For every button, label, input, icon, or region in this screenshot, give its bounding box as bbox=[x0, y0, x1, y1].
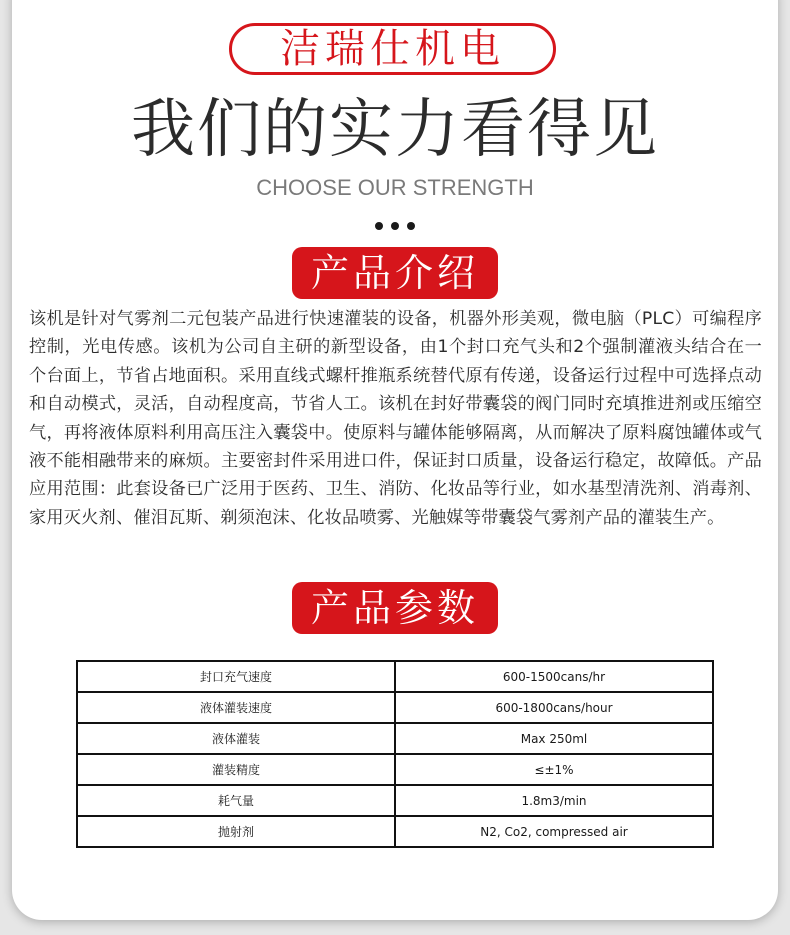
section-title-params-text: 产品参数 bbox=[310, 586, 479, 630]
page-subheadline: CHOOSE OUR STRENGTH bbox=[256, 175, 534, 200]
spec-value: 600-1800cans/hour bbox=[395, 692, 713, 723]
spec-value: ≤±1% bbox=[395, 754, 713, 785]
dots-divider bbox=[0, 222, 790, 230]
table-row bbox=[77, 754, 713, 785]
divider-dot bbox=[391, 222, 399, 230]
table-row bbox=[77, 692, 713, 723]
table-row bbox=[77, 723, 713, 754]
spec-label: 耗气量 bbox=[77, 785, 395, 816]
table-row bbox=[77, 661, 713, 692]
table-row bbox=[77, 816, 713, 847]
divider-dot bbox=[407, 222, 415, 230]
brand-badge bbox=[229, 23, 556, 75]
spec-value: 600-1500cans/hr bbox=[395, 661, 713, 692]
section-title-params bbox=[292, 582, 498, 634]
spec-label: 液体灌装速度 bbox=[77, 692, 395, 723]
spec-label: 封口充气速度 bbox=[77, 661, 395, 692]
divider-dot bbox=[375, 222, 383, 230]
spec-label: 抛射剂 bbox=[77, 816, 395, 847]
spec-value: Max 250ml bbox=[395, 723, 713, 754]
section-title-intro-text: 产品介绍 bbox=[310, 251, 479, 295]
spec-value: N2, Co2, compressed air bbox=[395, 816, 713, 847]
spec-label: 液体灌装 bbox=[77, 723, 395, 754]
spec-value: 1.8m3/min bbox=[395, 785, 713, 816]
brand-name: 洁瑞仕机电 bbox=[280, 26, 505, 72]
page-headline: 我们的实力看得见 bbox=[131, 93, 659, 167]
spec-table bbox=[76, 660, 714, 848]
table-row bbox=[77, 785, 713, 816]
section-title-intro bbox=[292, 247, 498, 299]
spec-label: 灌装精度 bbox=[77, 754, 395, 785]
product-intro-paragraph: 该机是针对气雾剂二元包装产品进行快速灌装的设备，机器外形美观，微电脑（PLC）可编程序控制，光电传感。该机为公司自主研的新型设备，由1个封口充气头和2个强制灌液头结合在一个台面上，节省占地面积。采用直线式螺杆推瓶系统替代原有传递，设备运行过程中可选择点动和自动模式，灵活，自动程度高，节省人工。该机在封好带囊袋的阀门同时充填推进剂或压缩空气，再将液体原料利用高压注入囊袋中。使原料与罐体能够隔离，从而解决了原料腐蚀罐体或气液不能相融带来的麻烦。主要密封件采用进口件，保证封口质量，设备运行稳定，故障低。产品应用范围：此套设备已广泛用于医药、卫生、消防、化妆品等行业，如水基型清洗剂、消毒剂、家用灭火剂、催泪瓦斯、剃须泡沫、化妆品喷雾、光触媒等带囊袋气雾剂产品的灌装生产。 bbox=[29, 309, 762, 528]
